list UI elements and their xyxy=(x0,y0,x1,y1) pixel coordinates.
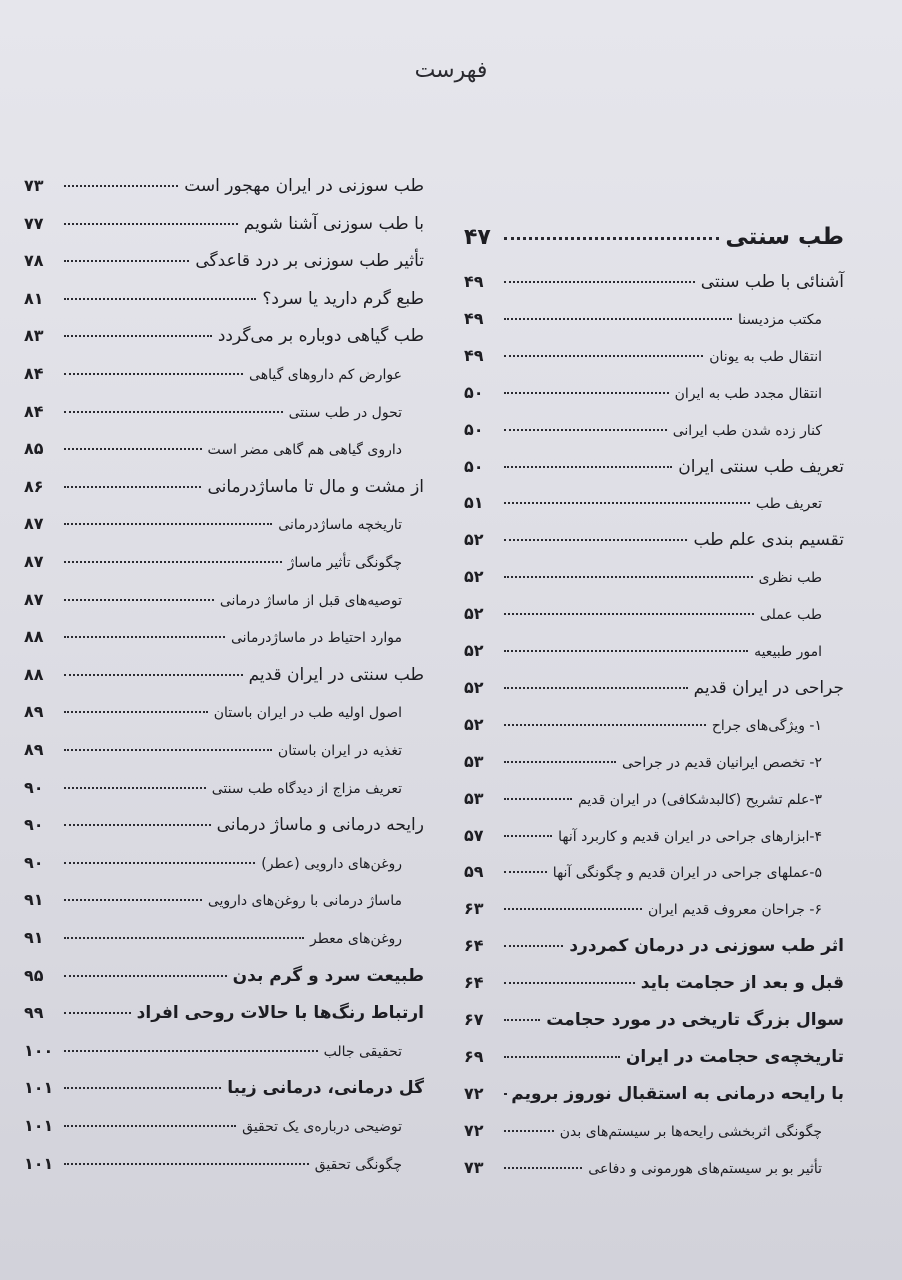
toc-dot-leader xyxy=(504,724,706,726)
toc-entry xyxy=(24,665,424,685)
toc-entry-title: ارتباط رنگ‌ها با حالات روحی افراد xyxy=(136,1003,424,1024)
toc-entry-title: چگونگی تحقیق xyxy=(314,1156,402,1173)
toc-dot-leader xyxy=(504,1056,620,1058)
toc-entry-title: ۱- ویژگی‌های جراح xyxy=(711,717,822,734)
toc-entry-page: ۵۷ xyxy=(464,825,484,845)
toc-dot-leader xyxy=(64,787,206,789)
toc-entry xyxy=(464,1010,844,1030)
toc-entry-page: ۶۳ xyxy=(464,899,484,919)
toc-entry-page: ۵۹ xyxy=(464,862,484,882)
toc-entry-page: ۵۰ xyxy=(464,382,484,402)
toc-entry-title: تاریخچه ماساژدرمانی xyxy=(278,517,402,534)
toc-entry-page: ۷۲ xyxy=(464,1083,484,1103)
toc-entry-title: قبل و بعد از حجامت باید xyxy=(640,973,844,994)
toc-entry-title: ماساژ درمانی با روغن‌های دارویی xyxy=(207,893,402,910)
toc-entry xyxy=(464,1121,844,1140)
toc-entry-title: ۵-عملهای جراحی در ایران قدیم و چگونگی آنها xyxy=(552,865,822,882)
toc-entry-title: کنار زده شدن طب ایرانی xyxy=(672,422,822,439)
toc-entry xyxy=(24,1078,424,1098)
toc-entry xyxy=(24,326,424,346)
toc-entry xyxy=(464,346,844,365)
toc-dot-leader xyxy=(504,392,669,394)
toc-entry-page: ۷۳ xyxy=(464,1157,484,1177)
toc-entry-page: ۴۹ xyxy=(464,308,484,328)
toc-entry xyxy=(464,309,844,328)
toc-dot-leader xyxy=(64,448,202,450)
toc-entry xyxy=(24,514,424,533)
toc-entry xyxy=(464,752,844,771)
toc-entry-page: ۹۱ xyxy=(24,890,44,910)
toc-entry xyxy=(464,604,844,623)
toc-entry-title: امور طبیعیه xyxy=(754,644,822,660)
toc-entry xyxy=(464,1158,844,1177)
toc-dot-leader xyxy=(64,937,304,939)
toc-dot-leader xyxy=(504,761,616,763)
toc-entry-title: تحول در طب سنتی xyxy=(288,404,402,421)
toc-entry-title: طب سنتی xyxy=(725,224,844,250)
toc-entry-page: ۴۹ xyxy=(464,272,484,291)
toc-dot-leader xyxy=(64,373,243,375)
toc-entry xyxy=(24,364,424,383)
toc-entry-title: تأثیر طب سوزنی بر درد قاعدگی xyxy=(195,251,424,272)
toc-entry-title: داروی گیاهی هم گاهی مضر است xyxy=(207,442,402,459)
toc-entry-title: عوارض کم داروهای گیاهی xyxy=(249,367,402,383)
toc-entry xyxy=(24,778,424,797)
toc-entry xyxy=(24,702,424,721)
toc-entry xyxy=(464,383,844,402)
toc-entry-page: ۸۶ xyxy=(24,476,44,496)
toc-dot-leader xyxy=(504,502,750,504)
toc-dot-leader xyxy=(64,561,282,563)
toc-entry-page: ۴۹ xyxy=(464,345,484,365)
toc-entry-title: تعریف مزاج از دیدگاه طب سنتی xyxy=(211,780,402,797)
toc-dot-leader xyxy=(504,1019,540,1021)
toc-entry xyxy=(24,740,424,759)
toc-entry xyxy=(24,627,424,646)
toc-entry-page: ۵۲ xyxy=(464,641,484,660)
toc-dot-leader xyxy=(504,429,667,431)
toc-dot-leader xyxy=(64,298,256,300)
toc-entry-page: ۸۸ xyxy=(24,627,44,647)
toc-entry xyxy=(24,439,424,458)
toc-entry-page: ۸۹ xyxy=(24,740,44,759)
toc-entry-page: ۷۳ xyxy=(24,176,44,195)
toc-entry-title: اثر طب سوزنی در درمان کمردرد xyxy=(569,936,844,957)
toc-entry-title: ۶- جراحان معروف قدیم ایران xyxy=(647,902,822,919)
toc-entry-title: طب سنتی در ایران قدیم xyxy=(248,664,424,685)
toc-dot-leader xyxy=(64,1163,309,1165)
toc-entry xyxy=(24,251,424,271)
toc-entry-page: ۷۷ xyxy=(24,213,44,233)
toc-dot-leader xyxy=(504,1167,582,1169)
toc-entry-title: طبیعت سرد و گرم بدن xyxy=(232,965,424,986)
toc-dot-leader xyxy=(504,1093,505,1095)
toc-entry-title: روغن‌های معطر xyxy=(309,931,402,947)
toc-entry-title: طب سوزنی در ایران مهجور است xyxy=(184,176,424,196)
toc-entry-page: ۹۰ xyxy=(24,852,44,872)
toc-dot-leader xyxy=(64,486,201,488)
toc-entry-page: ۵۲ xyxy=(464,567,484,587)
toc-dot-leader xyxy=(504,687,688,689)
toc-dot-leader xyxy=(64,1125,236,1127)
toc-entry-title: آشنائی با طب سنتی xyxy=(700,272,844,292)
toc-dot-leader xyxy=(504,982,635,984)
toc-entry-title: تعریف طب xyxy=(755,496,822,513)
toc-entry-title: روغن‌های دارویی (عطر) xyxy=(261,855,402,872)
toc-entry xyxy=(464,936,844,956)
toc-entry-page: ۷۲ xyxy=(464,1120,484,1140)
toc-dot-leader xyxy=(504,613,754,615)
toc-dot-leader xyxy=(64,975,227,977)
toc-dot-leader xyxy=(64,1050,318,1052)
toc-dot-leader xyxy=(504,945,563,947)
toc-entry-page: ۸۳ xyxy=(24,326,44,346)
toc-entry-title: با طب سوزنی آشنا شویم xyxy=(243,213,424,234)
toc-entry xyxy=(24,552,424,571)
toc-entry-page: ۵۰ xyxy=(464,456,484,476)
toc-dot-leader xyxy=(64,899,202,901)
toc-entry-page: ۷۸ xyxy=(24,251,44,271)
toc-entry-page: ۹۱ xyxy=(24,928,44,947)
toc-entry-title: طب عملی xyxy=(759,607,822,624)
toc-entry xyxy=(24,1116,424,1135)
toc-entry-page: ۸۷ xyxy=(24,514,44,534)
toc-entry-page: ۵۱ xyxy=(464,493,484,513)
toc-entry-title: جراحی در ایران قدیم xyxy=(693,677,844,698)
toc-entry-title: انتقال مجدد طب به ایران xyxy=(674,385,822,402)
toc-entry-title: انتقال طب به یونان xyxy=(709,348,822,365)
toc-entry-page: ۴۷ xyxy=(464,225,491,250)
toc-entry-title: ۲- تخصص ایرانیان قدیم در جراحی xyxy=(622,754,822,771)
toc-entry xyxy=(24,1003,424,1023)
toc-dot-leader xyxy=(64,749,272,751)
toc-entry xyxy=(24,815,424,835)
toc-entry-page: ۸۱ xyxy=(24,288,44,308)
toc-entry-page: ۹۰ xyxy=(24,777,44,797)
toc-entry xyxy=(464,493,844,512)
toc-entry-title: طبع گرم دارید یا سرد؟ xyxy=(262,288,424,309)
toc-entry xyxy=(464,272,844,292)
toc-entry-title: طب نظری xyxy=(758,570,822,587)
toc-entry xyxy=(464,457,844,477)
toc-entry-title: ۴-ابزارهای جراحی در ایران قدیم و کاربرد آنها xyxy=(558,828,822,845)
toc-dot-leader xyxy=(504,539,687,541)
toc-entry xyxy=(464,715,844,734)
toc-entry xyxy=(464,1084,844,1104)
toc-entry-page: ۸۴ xyxy=(24,401,44,421)
toc-dot-leader xyxy=(64,1087,221,1089)
toc-dot-leader xyxy=(504,835,552,837)
toc-dot-leader xyxy=(64,636,225,638)
toc-entry-page: ۸۴ xyxy=(24,364,44,383)
toc-entry-title: توصیه‌های قبل از ماساژ درمانی xyxy=(219,592,402,609)
toc-entry xyxy=(464,973,844,993)
toc-entry-title: تعریف طب سنتی ایران xyxy=(678,456,844,477)
toc-entry-title: چگونگی اثربخشی رایحه‌ها بر سیستم‌های بدن xyxy=(559,1123,822,1140)
toc-dot-leader xyxy=(64,185,178,187)
toc-entry-page: ۵۲ xyxy=(464,677,484,697)
toc-entry-page: ۵۲ xyxy=(464,530,484,550)
toc-entry-title: موارد احتیاط در ماساژدرمانی xyxy=(230,630,402,647)
toc-entry-page: ۶۴ xyxy=(464,973,484,993)
toc-entry xyxy=(24,853,424,872)
toc-entry-page: ۱۰۱ xyxy=(24,1078,54,1098)
toc-dot-leader xyxy=(64,824,211,826)
toc-dot-leader xyxy=(504,355,703,357)
toc-entry-title: از مشت و مال تا ماساژدرمانی xyxy=(207,476,424,497)
toc-entry-page: ۹۹ xyxy=(24,1003,44,1023)
toc-entry xyxy=(464,826,844,845)
toc-entry-page: ۱۰۱ xyxy=(24,1153,54,1173)
toc-entry-page: ۵۰ xyxy=(464,419,484,439)
toc-entry-title: تاریخچه‌ی حجامت در ایران xyxy=(625,1046,844,1067)
toc-entry-page: ۵۳ xyxy=(464,751,484,771)
toc-entry-title: طب گیاهی دوباره بر می‌گردد xyxy=(217,326,424,347)
toc-entry-page: ۹۵ xyxy=(24,965,44,985)
toc-dot-leader xyxy=(64,862,255,864)
toc-dot-leader xyxy=(504,1130,554,1132)
toc-entry xyxy=(464,420,844,439)
toc-dot-leader xyxy=(504,466,672,468)
toc-entry xyxy=(464,641,844,660)
toc-entry-page: ۵۲ xyxy=(464,714,484,734)
toc-entry xyxy=(24,214,424,234)
toc-dot-leader xyxy=(64,223,238,225)
toc-entry-title: تحقیقی جالب xyxy=(323,1043,402,1060)
toc-entry-page: ۶۴ xyxy=(464,936,484,956)
toc-dot-leader xyxy=(504,650,748,652)
toc-entry xyxy=(24,928,424,947)
toc-entry xyxy=(464,862,844,881)
toc-entry xyxy=(464,224,844,250)
toc-entry-page: ۵۲ xyxy=(464,604,484,624)
toc-entry xyxy=(24,289,424,309)
toc-entry-title: چگونگی تأثیر ماساژ xyxy=(287,555,402,571)
toc-entry xyxy=(24,590,424,609)
toc-entry-page: ۸۷ xyxy=(24,589,44,609)
toc-entry-title: توضیحی درباره‌ی یک تحقیق xyxy=(242,1119,402,1135)
toc-dot-leader xyxy=(504,318,732,320)
toc-entry-page: ۱۰۱ xyxy=(24,1116,54,1135)
toc-entry-page: ۸۸ xyxy=(24,664,44,684)
toc-dot-leader xyxy=(504,798,572,800)
toc-entry-page: ۸۹ xyxy=(24,702,44,722)
toc-dot-leader xyxy=(504,576,753,578)
toc-dot-leader xyxy=(64,711,208,713)
toc-entry xyxy=(464,899,844,918)
toc-entry-title: تأثیر بو بر سیستم‌های هورمونی و دفاعی xyxy=(588,1160,822,1177)
toc-dot-leader xyxy=(504,908,642,910)
toc-entry-title: تغذیه در ایران باستان xyxy=(277,743,402,759)
toc-entry xyxy=(24,176,424,196)
toc-dot-leader xyxy=(64,523,272,525)
toc-entry-page: ۸۷ xyxy=(24,552,44,571)
toc-dot-leader xyxy=(504,281,695,283)
toc-entry xyxy=(24,477,424,497)
toc-entry xyxy=(24,890,424,909)
toc-entry xyxy=(24,966,424,986)
toc-entry-title: با رایحه درمانی به استقبال نوروز برویم xyxy=(511,1083,844,1104)
toc-entry xyxy=(464,678,844,698)
toc-entry xyxy=(24,402,424,421)
page-title: فهرست xyxy=(414,58,488,83)
toc-entry xyxy=(24,1041,424,1060)
toc-entry-title: ۳-علم تشریح (کالبدشکافی) در ایران قدیم xyxy=(578,791,822,808)
toc-entry xyxy=(464,1047,844,1067)
toc-entry xyxy=(464,789,844,808)
toc-entry-page: ۱۰۰ xyxy=(24,1040,54,1060)
toc-dot-leader xyxy=(64,260,189,262)
toc-dot-leader xyxy=(64,411,283,413)
toc-entry xyxy=(464,567,844,586)
toc-entry xyxy=(24,1154,424,1173)
toc-entry-title: مکتب مزدیسنا xyxy=(738,311,822,328)
toc-entry xyxy=(464,530,844,550)
toc-entry-page: ۹۰ xyxy=(24,815,44,835)
toc-dot-leader xyxy=(64,1012,131,1014)
toc-dot-leader xyxy=(64,674,243,676)
toc-entry-page: ۶۹ xyxy=(464,1046,484,1066)
toc-entry-title: سوال بزرگ تاریخی در مورد حجامت xyxy=(546,1010,844,1030)
toc-entry-title: رایحه درمانی و ماساژ درمانی xyxy=(216,815,424,836)
toc-dot-leader xyxy=(504,871,547,873)
toc-entry-title: گل درمانی، درمانی زیبا xyxy=(227,1078,424,1099)
toc-entry-title: اصول اولیه طب در ایران باستان xyxy=(213,705,402,722)
toc-entry-title: تقسیم بندی علم طب xyxy=(693,530,844,551)
toc-entry-page: ۶۷ xyxy=(464,1010,484,1029)
toc-entry-page: ۸۵ xyxy=(24,439,44,459)
toc-dot-leader xyxy=(64,335,212,337)
toc-dot-leader xyxy=(504,237,719,240)
toc-dot-leader xyxy=(64,599,214,601)
toc-entry-page: ۵۳ xyxy=(464,788,484,808)
